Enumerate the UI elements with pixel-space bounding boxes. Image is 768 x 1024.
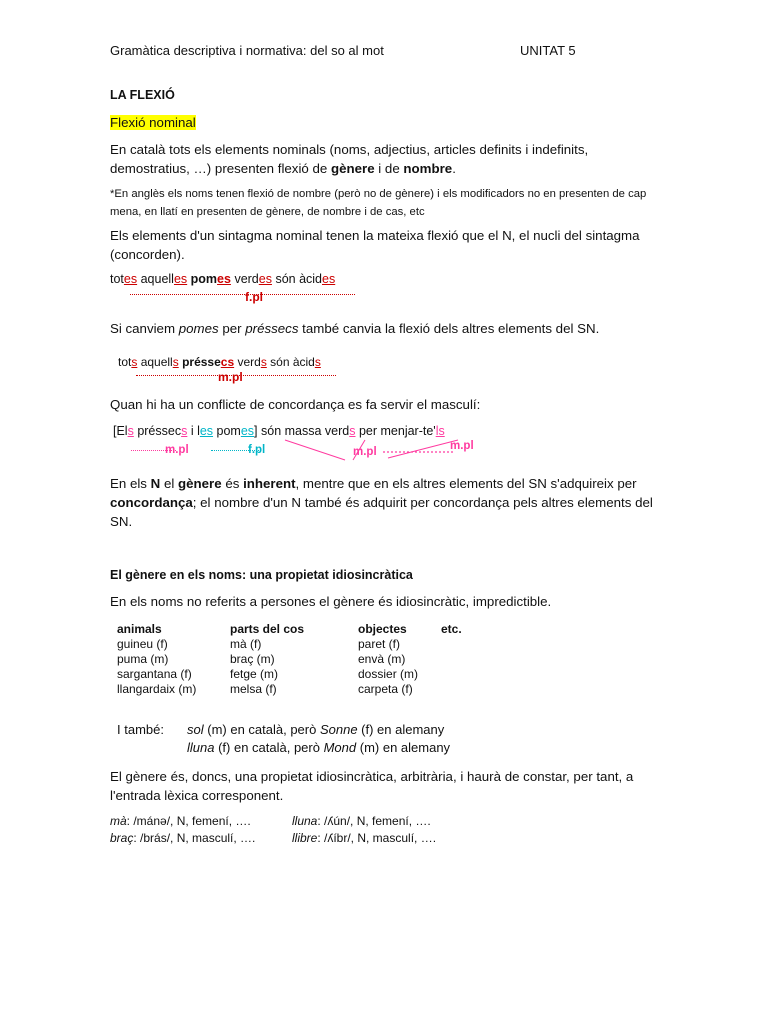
paragraph-lexical-entry: El gènere és, doncs, una propietat idiosincràtica, arbitrària, i haurà de constar, per tant, a l'entrada lèxica corresponent. [110,769,634,803]
lexical-entries [110,812,470,852]
highlighted-subtitle: Flexió nominal [110,115,196,130]
agreement-label-fpl: f.pl [248,444,266,456]
table-header-row [117,622,477,637]
also-example-lluna: lluna (f) en català, però Mond (m) en alemany [187,740,451,755]
paragraph-change-noun: Si canviem pomes per préssecs també canvia la flexió dels altres elements del SN. [110,321,600,336]
table-row: puma (m) braç (m) envà (m) [117,652,406,666]
subsection-heading [110,113,670,132]
paragraph-idiosyncratic: En els noms no referits a persones el gènere és idiosincràtic, impredictible. [110,594,552,609]
table-header: parts del cos [230,622,305,636]
table-header: etc. [441,622,462,636]
agreement-figure-fem-plural: totes aquelles pomes verdes són àcides f.pl [110,272,380,308]
table-header: objectes [358,622,407,636]
lexical-entry: llibre: /ʎíbr/, N, masculí, …. [292,831,437,845]
table-row: llangardaix (m) melsa (f) carpeta (f) [117,682,413,696]
table-row: guineu (f) mà (f) paret (f) [117,637,401,651]
agreement-label-mpl-left: m.pl [165,444,189,456]
table-row: sargantana (f) fetge (m) dossier (m) [117,667,419,681]
table-header: animals [117,622,162,636]
agreement-arrows [113,424,493,468]
section-title: LA FLEXIÓ [110,88,175,102]
running-header-title: Gramàtica descriptiva i normativa: del so al mot [110,43,384,58]
agreement-label-mpl-center: m.pl [353,446,377,458]
footnote-languages: *En anglès els noms tenen flexió de nombre (però no de gènere) i els modificadors no en presenten de cap mena, en llatí en presenten de gènere, de nombre i de cas, etc [110,188,647,218]
also-label: I també: [117,722,164,737]
paragraph-agreement: Els elements d'un sintagma nominal tenen la mateixa flexió que el N, el nucli del sintagma (concorden). [110,228,640,262]
paragraph-conflict: Quan hi ha un conflicte de concordança es fa servir el masculí: [110,397,481,412]
agreement-label-fpl: f.pl [245,290,263,304]
paragraph-inherent-gender: En els N el gènere és inherent, mentre que en els altres elements del SN s'adquireix per concordança; el nombre d'un N també és adquirit per concordança pels altres elements del SN. [110,476,653,529]
agreement-dotted-line [130,294,355,295]
lexical-entry: mà: /mánǝ/, N, femení, …. [110,814,251,828]
running-header-unit: UNITAT 5 [520,43,576,58]
paragraph-nominal-inflection: En català tots els elements nominals (noms, adjectius, articles definits i indefinits, demostratius, …) presenten flexió de gènere i de nombre. [110,142,589,176]
agreement-figure-masc-plural: tots aquells préssecs verds són àcids m.pl [118,355,383,387]
agreement-conflict-figure: [Els préssecs i les pomes] són massa verds per menjar-te'ls m.pl f.pl m.pl m.pl [113,424,493,468]
also-example-sol: sol (m) en català, però Sonne (f) en alemany [187,722,445,737]
agreement-label-mpl-right: m.pl [450,440,474,452]
noun-gender-table [117,622,477,697]
section-heading-gender: El gènere en els noms: una propietat idiosincràtica [110,568,413,582]
agreement-label-mpl: m.pl [218,370,243,384]
lexical-entry: braç: /brás/, N, masculí, …. [110,831,256,845]
lexical-entry: lluna: /ʎún/, N, femení, …. [292,814,431,828]
